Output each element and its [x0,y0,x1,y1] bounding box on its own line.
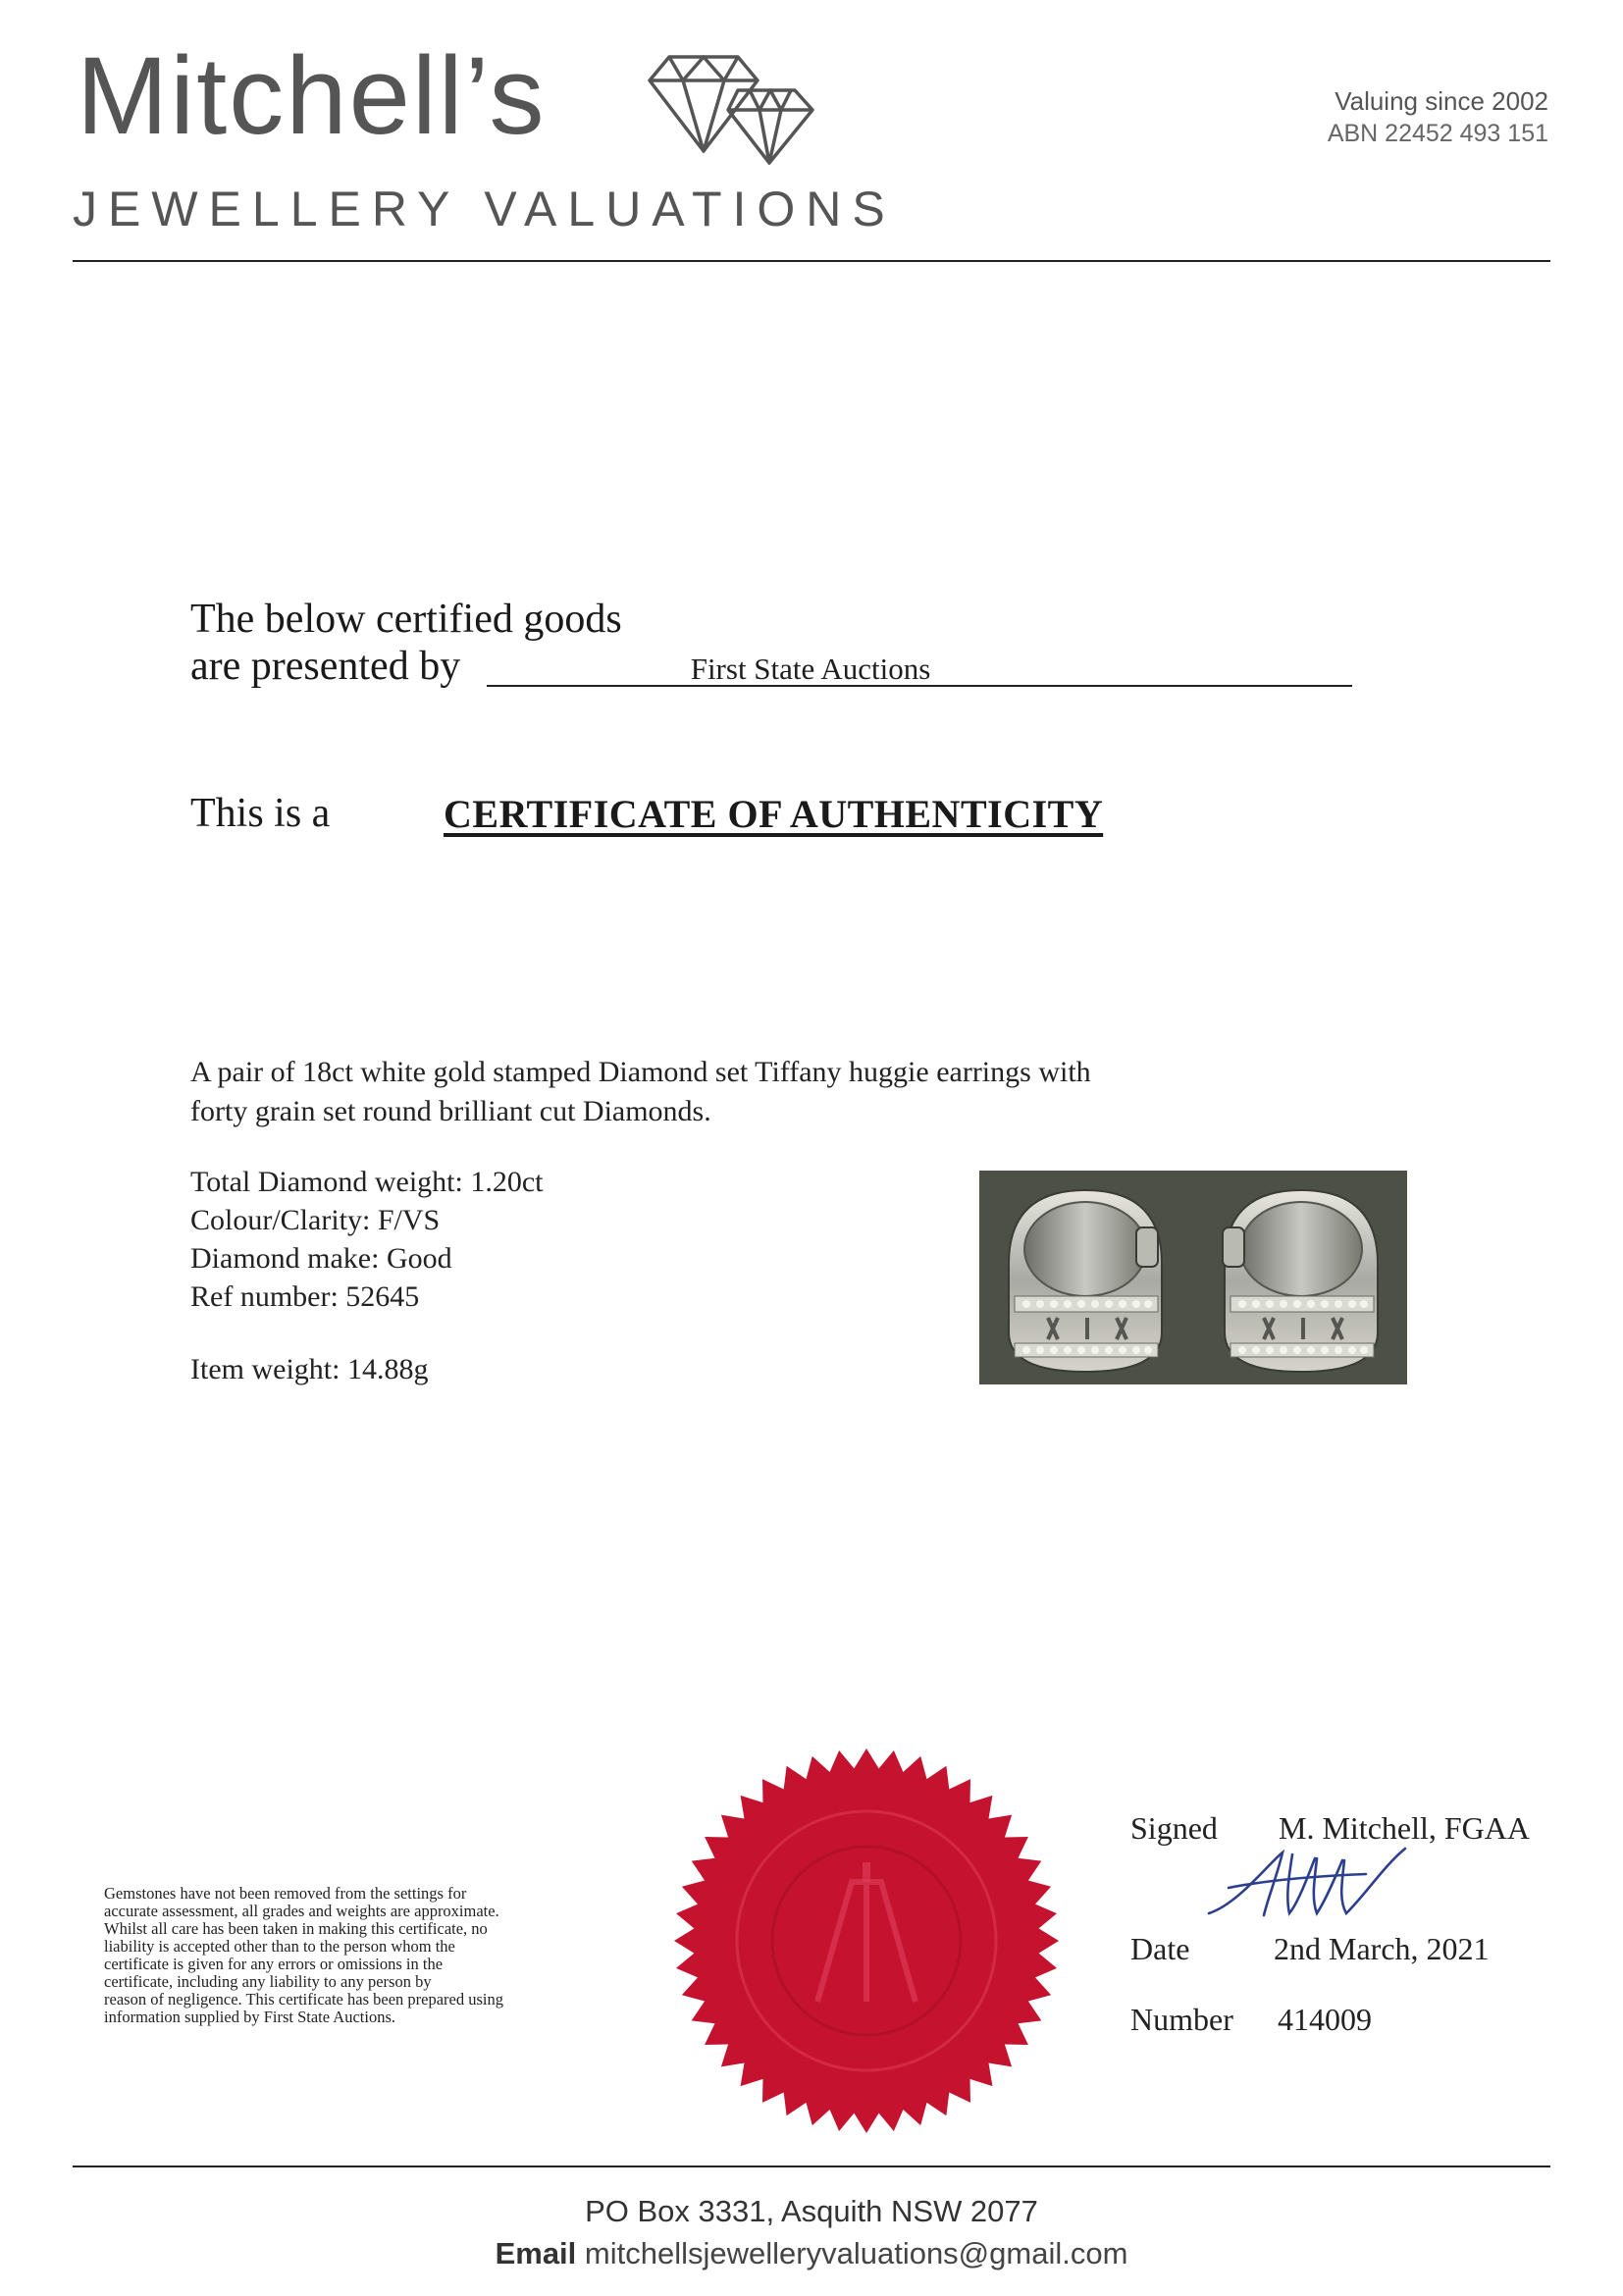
detail-ref-number: Ref number: 52645 [190,1280,420,1313]
detail-colour-clarity: Colour/Clarity: F/VS [190,1204,441,1236]
disclaimer [104,1885,634,2026]
signed-label: Signed [1130,1810,1218,1846]
brand-subtitle: JEWELLERY VALUATIONS [73,182,896,236]
presented-line-1: The below certified goods [190,597,622,642]
disclaimer-line: Whilst all care has been taken in making this certificate, no [104,1919,488,1938]
disclaimer-line: liability is accepted other than to the person whom the [104,1937,455,1956]
date-value: 2nd March, 2021 [1274,1931,1490,1966]
disclaimer-line: reason of negligence. This certificate has been prepared using [104,1990,503,2009]
certificate-title: CERTIFICATE OF AUTHENTICITY [444,792,1104,836]
brand-name: Mitchell’s [77,34,547,157]
valuing-since: Valuing since 2002 [1335,86,1548,116]
footer-email[interactable]: mitchellsjewelleryvaluations@gmail.com [584,2236,1128,2270]
detail-total-weight: Total Diamond weight: 1.20ct [190,1166,544,1198]
disclaimer-line: information supplied by First State Auctions. [104,2008,395,2026]
disclaimer-line: Gemstones have not been removed from the settings for [104,1884,467,1903]
disclaimer-line: certificate, including any liability to any person by [104,1972,432,1991]
footer-divider [73,2166,1550,2167]
certificate-prefix: This is a [190,791,331,836]
certificate-number: 414009 [1278,2002,1372,2037]
presented-line-2: are presented by [190,644,461,689]
date-label: Date [1130,1931,1190,1966]
presenter-name: First State Auctions [690,652,931,686]
detail-diamond-make: Diamond make: Good [190,1242,452,1275]
abn-number: ABN 22452 493 151 [1327,120,1548,147]
disclaimer-line: accurate assessment, all grades and weights are approximate. [104,1902,499,1920]
footer-email-label: Email [495,2236,577,2270]
diamond-icon [648,49,824,167]
description-line-1: A pair of 18ct white gold stamped Diamond set Tiffany huggie earrings with [190,1056,1091,1088]
header-divider [73,260,1550,262]
signer-name: M. Mitchell, FGAA [1279,1810,1530,1846]
description-line-2: forty grain set round brilliant cut Diamonds. [190,1095,711,1127]
footer-address: PO Box 3331, Asquith NSW 2077 [585,2194,1038,2228]
wax-seal-icon [670,1745,1063,2137]
item-weight: Item weight: 14.88g [190,1353,429,1385]
handwritten-signature [1199,1845,1425,1923]
disclaimer-line: certificate is given for any errors or omissions in the [104,1955,444,1973]
earrings-photo [979,1171,1407,1384]
number-label: Number [1130,2002,1233,2037]
footer-email-row [0,2238,1623,2269]
